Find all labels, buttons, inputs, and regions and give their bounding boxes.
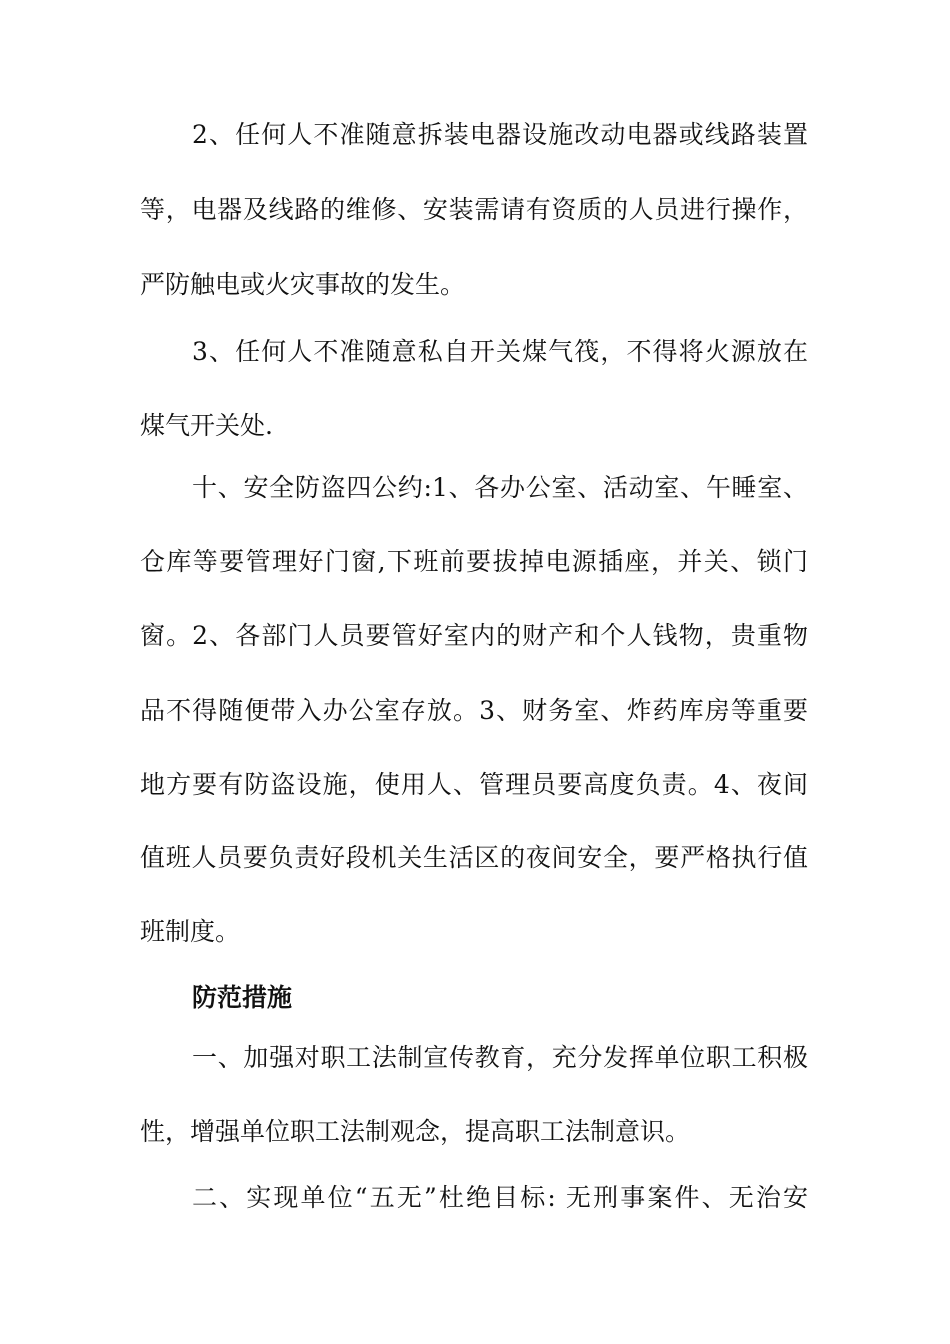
- paragraph-line: 等，电器及线路的维修、安装需请有资质的人员进行操作，: [140, 195, 808, 224]
- paragraph-line: 十、安全防盗四公约:1、各办公室、活动室、午睡室、: [192, 473, 808, 502]
- paragraph-line: 窗。2、各部门人员要管好室内的财产和个人钱物，贵重物: [140, 621, 808, 650]
- paragraph-line: 地方要有防盗设施，使用人、管理员要高度负责。4、夜间: [140, 770, 808, 799]
- paragraph-line: 仓库等要管理好门窗,下班前要拔掉电源插座，并关、锁门: [140, 547, 808, 576]
- paragraph-line: 性，增强单位职工法制观念，提高职工法制意识。: [140, 1117, 691, 1146]
- paragraph-line: 班制度。: [140, 917, 241, 946]
- paragraph-line: 二、实现单位“五无”杜绝目标: 无刑事案件、无治安: [192, 1183, 808, 1212]
- paragraph-line: 2、任何人不准随意拆装电器设施改动电器或线路装置: [192, 120, 808, 149]
- paragraph-line: 品不得随便带入办公室存放。3、财务室、炸药库房等重要: [140, 696, 808, 725]
- section-heading: 防范措施: [192, 983, 293, 1012]
- paragraph-line: 一、加强对职工法制宣传教育，充分发挥单位职工积极: [192, 1043, 808, 1072]
- paragraph-line: 严防触电或火灾事故的发生。: [140, 270, 466, 299]
- paragraph-line: 3、任何人不准随意私自开关煤气筏，不得将火源放在: [192, 337, 808, 366]
- paragraph-line: 煤气开关处.: [140, 411, 273, 440]
- paragraph-line: 值班人员要负责好段机关生活区的夜间安全，要严格执行值: [140, 843, 808, 872]
